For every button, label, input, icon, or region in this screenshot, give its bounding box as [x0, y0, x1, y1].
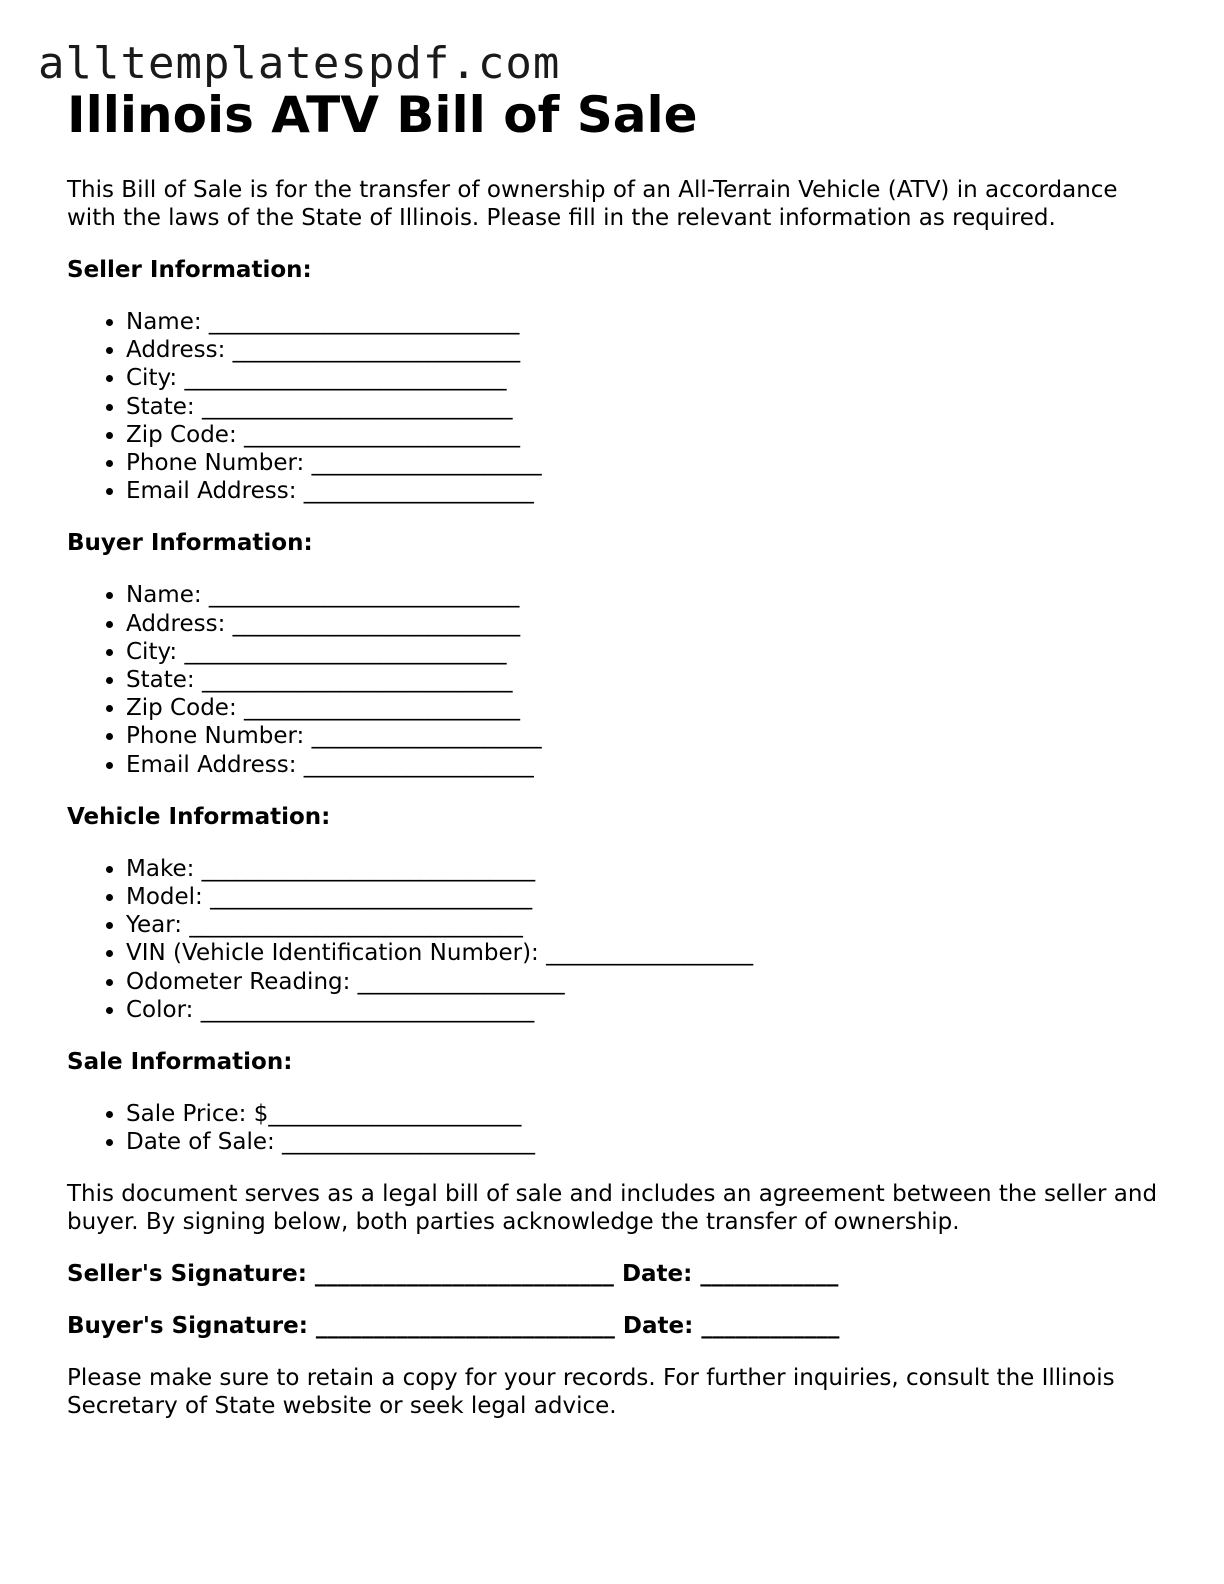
- vehicle-year-field: • Year: _____________________________: [126, 911, 1167, 939]
- page-title: Illinois ATV Bill of Sale: [67, 86, 698, 144]
- seller-address-field: • Address: _________________________: [126, 336, 1167, 364]
- buyer-signature-line: Buyer's Signature: __________________________ Date: ____________: [67, 1313, 840, 1340]
- final-note: Please make sure to retain a copy for your records. For further inquiries, consult the Illinois Secretary of State website or seek legal advice.: [67, 1365, 1115, 1420]
- buyer-city-field: • City: ____________________________: [126, 638, 1167, 666]
- sale-section-heading: Sale Information:: [67, 1049, 293, 1076]
- buyer-address-field: • Address: _________________________: [126, 610, 1167, 638]
- vehicle-model-field: • Model: ____________________________: [126, 883, 1167, 911]
- seller-name-field: • Name: ___________________________: [126, 308, 1167, 336]
- buyer-state-field: • State: ___________________________: [126, 666, 1167, 694]
- buyer-name-field: • Name: ___________________________: [126, 581, 1167, 609]
- buyer-email-field: • Email Address: ____________________: [126, 751, 1167, 779]
- vehicle-section-heading: Vehicle Information:: [67, 803, 331, 830]
- site-watermark: alltemplatespdf.com: [38, 38, 561, 89]
- vehicle-odometer-field: • Odometer Reading: __________________: [126, 968, 1167, 996]
- sale-price-field: • Sale Price: $______________________: [126, 1100, 1167, 1128]
- sale-field-list: [67, 1100, 1167, 1156]
- seller-field-list: [67, 308, 1167, 505]
- intro-paragraph: This Bill of Sale is for the transfer of ownership of an All-Terrain Vehicle (ATV) in accordance with the laws of the State of Illinois. Please fill in the relevant information as required.: [67, 177, 1118, 231]
- vehicle-vin-field: • VIN (Vehicle Identification Number): __________________: [126, 939, 1167, 967]
- buyer-phone-field: • Phone Number: ____________________: [126, 722, 1167, 750]
- document-body: [67, 86, 1167, 1420]
- buyer-field-list: [67, 581, 1167, 778]
- seller-city-field: • City: ____________________________: [126, 364, 1167, 392]
- seller-signature-line: Seller's Signature: __________________________ Date: ____________: [67, 1261, 839, 1288]
- closing-paragraph: This document serves as a legal bill of sale and includes an agreement between the seller and buyer. By signing below, both parties acknowledge the transfer of ownership.: [67, 1181, 1158, 1236]
- buyer-zip-field: • Zip Code: ________________________: [126, 694, 1167, 722]
- vehicle-field-list: [67, 855, 1167, 1024]
- vehicle-make-field: • Make: _____________________________: [126, 855, 1167, 883]
- seller-phone-field: • Phone Number: ____________________: [126, 449, 1167, 477]
- seller-state-field: • State: ___________________________: [126, 393, 1167, 421]
- buyer-section-heading: Buyer Information:: [67, 530, 313, 557]
- sale-date-field: • Date of Sale: ______________________: [126, 1128, 1167, 1156]
- seller-zip-field: • Zip Code: ________________________: [126, 421, 1167, 449]
- seller-email-field: • Email Address: ____________________: [126, 477, 1167, 505]
- vehicle-color-field: • Color: _____________________________: [126, 996, 1167, 1024]
- seller-section-heading: Seller Information:: [67, 257, 312, 283]
